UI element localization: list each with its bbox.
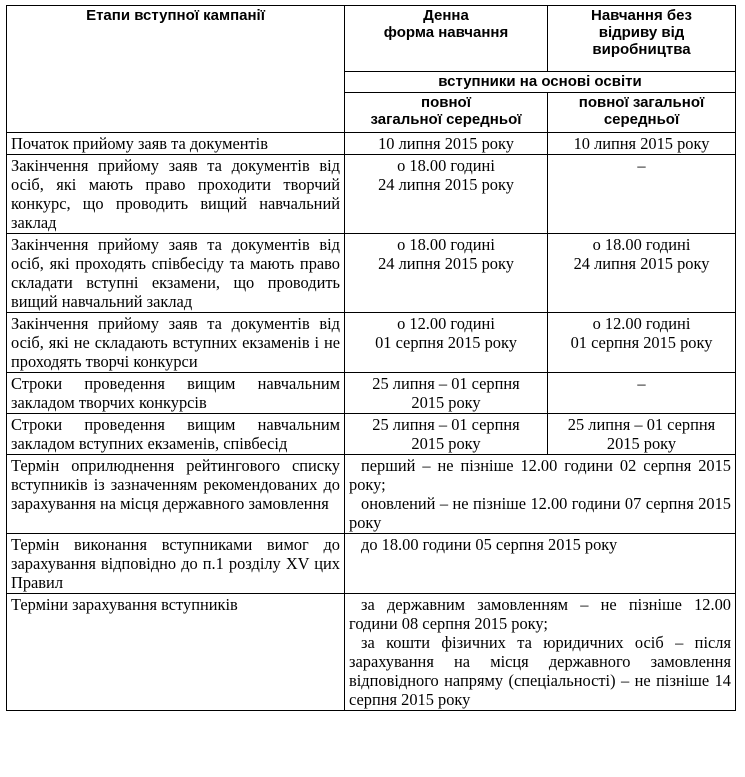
cell-line: –	[637, 156, 646, 175]
extramural-cell	[548, 373, 736, 414]
cell-line: о 18.00 годині	[592, 235, 691, 254]
header-col2-level	[548, 93, 736, 133]
stage-cell: Термін виконання вступниками вимог до зарахування відповідно до п.1 розділу XV цих Правил	[7, 534, 345, 594]
cell-line: о 18.00 годині	[397, 156, 495, 175]
cell-line: о 12.00 годині	[397, 314, 495, 333]
cell-line: 25 липня – 01 серпня	[372, 415, 520, 434]
table-row	[7, 534, 736, 594]
extramural-cell	[548, 155, 736, 234]
header-extramural-line3: виробництва	[592, 41, 691, 58]
stage-cell: Термін оприлюднення рейтингового списку вступників із зазначенням рекомендованих до зарахування на місця державного замовлення	[7, 455, 345, 534]
schedule-table	[6, 5, 736, 711]
cell-line: 24 липня 2015 року	[378, 254, 514, 273]
cell-line: 2015 року	[606, 434, 677, 453]
cell-paragraph: перший – не пізніше 12.00 години 02 серпня 2015 року;	[349, 456, 731, 494]
header-day-form-line1: Денна	[423, 7, 469, 24]
cell-line: 01 серпня 2015 року	[375, 333, 517, 352]
cell-line: 2015 року	[411, 434, 481, 453]
day-form-cell	[345, 133, 548, 155]
header-col2-line2: середньої	[603, 111, 680, 128]
day-form-cell	[345, 313, 548, 373]
cell-line: 24 липня 2015 року	[573, 254, 710, 273]
cell-paragraph: за кошти фізичних та юридичних осіб – після зарахування на місця державного замовлення відповідного напряму (спеціальності) – не пізніше 14 серпня 2015 року	[349, 633, 731, 709]
header-extramural-line1: Навчання без	[591, 7, 692, 24]
stage-cell: Строки проведення вищим навчальним закладом творчих конкурсів	[7, 373, 345, 414]
header-extramural-line2: відриву від	[598, 24, 685, 41]
stage-cell: Строки проведення вищим навчальним закладом вступних екзаменів, співбесід	[7, 414, 345, 455]
extramural-cell	[548, 313, 736, 373]
stage-cell: Терміни зарахування вступників	[7, 594, 345, 711]
merged-date-cell	[345, 534, 736, 594]
header-stages: Етапи вступної кампанії	[7, 6, 345, 133]
cell-line: 10 липня 2015 року	[378, 134, 514, 153]
table-row	[7, 455, 736, 534]
cell-line: 10 липня 2015 року	[573, 134, 710, 153]
extramural-cell	[548, 133, 736, 155]
day-form-cell	[345, 373, 548, 414]
cell-line: 25 липня – 01 серпня	[372, 374, 520, 393]
header-col1-level	[345, 93, 548, 133]
table-row	[7, 373, 736, 414]
table-row	[7, 155, 736, 234]
extramural-cell	[548, 234, 736, 313]
header-basis: вступники на основі освіти	[345, 72, 736, 93]
header-row	[7, 6, 736, 72]
cell-line: 2015 року	[411, 393, 481, 412]
header-extramural	[548, 6, 736, 72]
stage-cell: Закінчення прийому заяв та документів від осіб, які мають право проходити творчий конкурс, що проводить вищий навчальний заклад	[7, 155, 345, 234]
cell-paragraph: до 18.00 години 05 серпня 2015 року	[361, 535, 618, 554]
table-row	[7, 594, 736, 711]
table-row	[7, 133, 736, 155]
cell-line: 24 липня 2015 року	[378, 175, 514, 194]
day-form-cell	[345, 234, 548, 313]
header-day-form-line2: форма навчання	[383, 24, 509, 41]
table-row	[7, 234, 736, 313]
admission-schedule	[6, 5, 736, 711]
stage-cell: Закінчення прийому заяв та документів від осіб, які не складають вступних екзаменів і не проходять творчі конкурси	[7, 313, 345, 373]
header-col1-line2: загальної середньої	[370, 111, 522, 128]
cell-line: о 18.00 годині	[397, 235, 495, 254]
table-row	[7, 414, 736, 455]
cell-line: о 12.00 годині	[592, 314, 691, 333]
header-day-form	[345, 6, 548, 72]
cell-line: 01 серпня 2015 року	[570, 333, 713, 352]
stage-cell: Початок прийому заяв та документів	[7, 133, 345, 155]
merged-date-cell	[345, 455, 736, 534]
extramural-cell	[548, 414, 736, 455]
header-col2-line1: повної загальної	[578, 94, 705, 111]
day-form-cell	[345, 155, 548, 234]
cell-paragraph: оновлений – не пізніше 12.00 години 07 серпня 2015 року	[349, 494, 731, 532]
stage-cell: Закінчення прийому заяв та документів від осіб, які проходять співбесіду та мають право складати вступні екзамени, що проводить вищий навчальний заклад	[7, 234, 345, 313]
merged-date-cell	[345, 594, 736, 711]
cell-paragraph: за державним замовленням – не пізніше 12.00 години 08 серпня 2015 року;	[349, 595, 731, 633]
cell-line: –	[637, 374, 646, 393]
day-form-cell	[345, 414, 548, 455]
header-col1-line1: повної	[421, 94, 471, 111]
cell-line: 25 липня – 01 серпня	[567, 415, 716, 434]
table-row	[7, 313, 736, 373]
